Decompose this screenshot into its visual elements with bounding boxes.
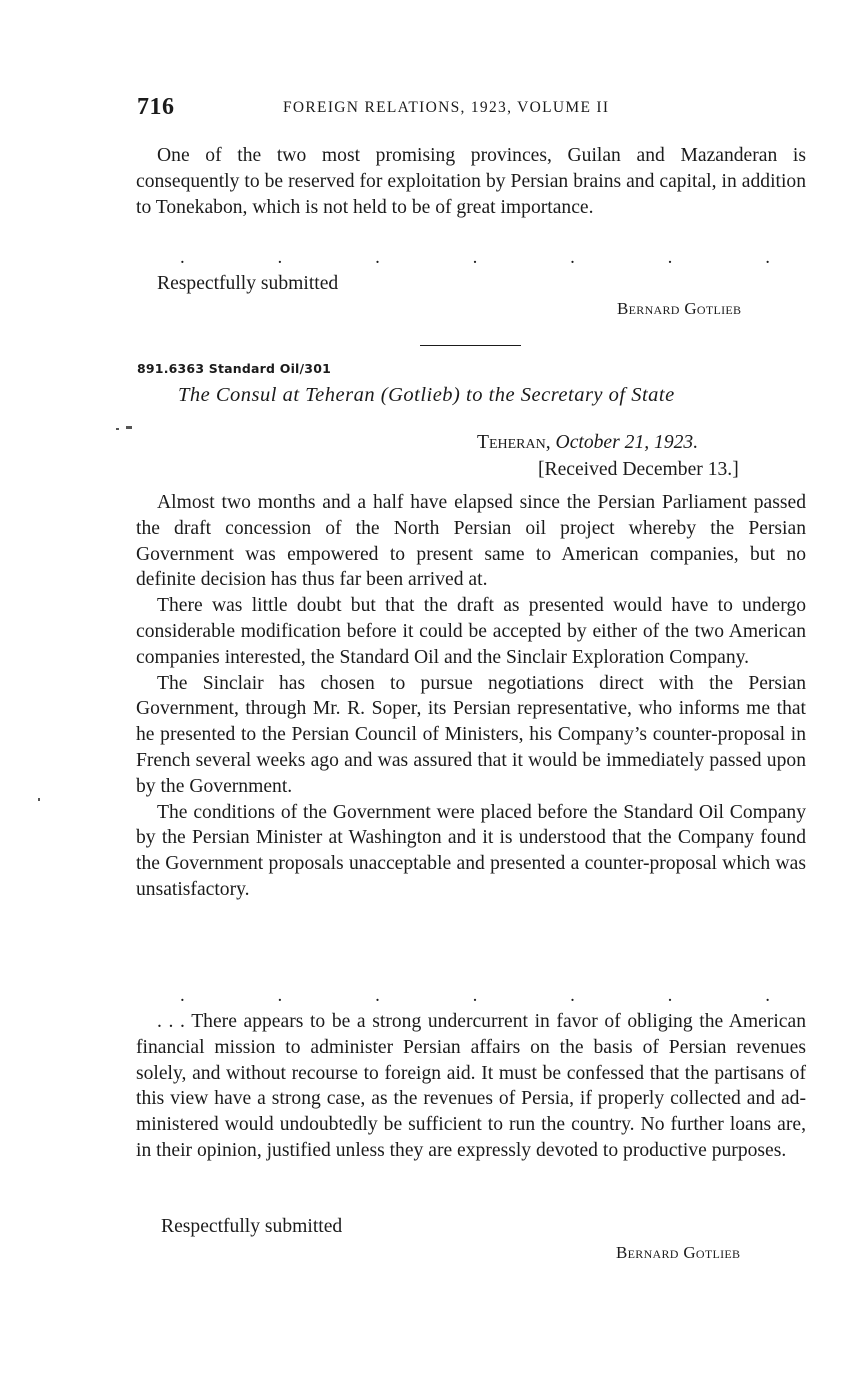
received-note: [Received December 13.] [538,459,739,480]
omission-dot: . [472,985,478,1006]
first-document-signature: Bernard Gotlieb [617,299,742,318]
body-paragraph: The Sinclair has chosen to pursue negotiations direct with the Persian Government, through Mr. R. Soper, its Persian representative, who informs me that he presented to the Persian Council of Ministers, his Company’s counter-proposal in French several weeks ago and was assured that it would be immediately passed upon by the Government. [136,672,806,797]
scan-speck [38,798,40,801]
omission-dot: . [277,985,283,1006]
document-title: The Consul at Teheran (Gotlieb) to the Secretary of State [178,384,675,406]
first-document-complimentary-close: Respectfully submitted [157,273,339,294]
omission-marks-2 [180,985,770,1006]
omission-dot: . [180,247,185,268]
omission-dot: . [472,247,478,268]
omission-dot: . [570,985,575,1006]
body-paragraph: Almost two months and a half have elapsed since the Persian Parliament passed the draft concession of the North Persian oil project whereby the Persian Government was empowered to present same to American companies, but no definite decision has thus far been arrived at. [136,492,806,591]
first-document-closing-paragraph: One of the two most promising provinces, Guilan and Mazanderan is consequently to be reserved for exploitation by Persian brains and capital, in addition to Tonekabon, which is not held to be of great importance. [136,145,806,218]
first-document-closing-paragraph-block [136,143,806,220]
section-divider-rule [420,345,521,346]
scan-speck [126,426,132,429]
final-paragraph-block [136,1009,806,1164]
document-body [136,490,806,903]
body-paragraph: The conditions of the Government were placed before the Standard Oil Company by the Persian Minister at Washington and it is understood that the Company found the Government proposals unacceptable and presented a counter-proposal which was unsatisfactory. [136,801,806,900]
final-paragraph: . . . There appears to be a strong undercurrent in favor of obliging the American financial mission to administer Persian affairs on the basis of Persian revenues solely, and without recourse to foreign aid. It must be confessed that the partisans of this view have a strong case, as the revenues of Persia, if properly collected and administered would undoubtedly be sufficient to run the country. No further loans are, in their opinion, justified unless they are expressly devoted to productive purposes. [136,1011,806,1161]
body-paragraph: There was little doubt but that the draft as presented would have to undergo considerable modification before it could be accepted by either of the two American companies interested, the Standard Oil and the Sinclair Exploration Company. [136,595,806,668]
second-document-signature: Bernard Gotlieb [616,1243,741,1262]
running-title: FOREIGN RELATIONS, 1923, VOLUME II [283,99,610,116]
omission-dot: . [375,247,380,268]
omission-dot: . [667,985,673,1006]
omission-dot: . [765,985,770,1006]
dateline [477,432,698,454]
omission-dot: . [667,247,673,268]
file-number: 891.6363 Standard Oil/301 [137,361,331,376]
omission-dot: . [180,985,185,1006]
omission-dot: . [570,247,575,268]
omission-marks-1 [180,247,770,268]
second-document-complimentary-close: Respectfully submitted [161,1216,343,1237]
omission-dot: . [375,985,380,1006]
dateline-place: Teheran, [477,432,551,453]
dateline-date: October 21, 1923. [555,432,699,453]
omission-dot: . [765,247,770,268]
page-number: 716 [137,94,175,120]
scan-speck [116,428,119,430]
omission-dot: . [277,247,283,268]
